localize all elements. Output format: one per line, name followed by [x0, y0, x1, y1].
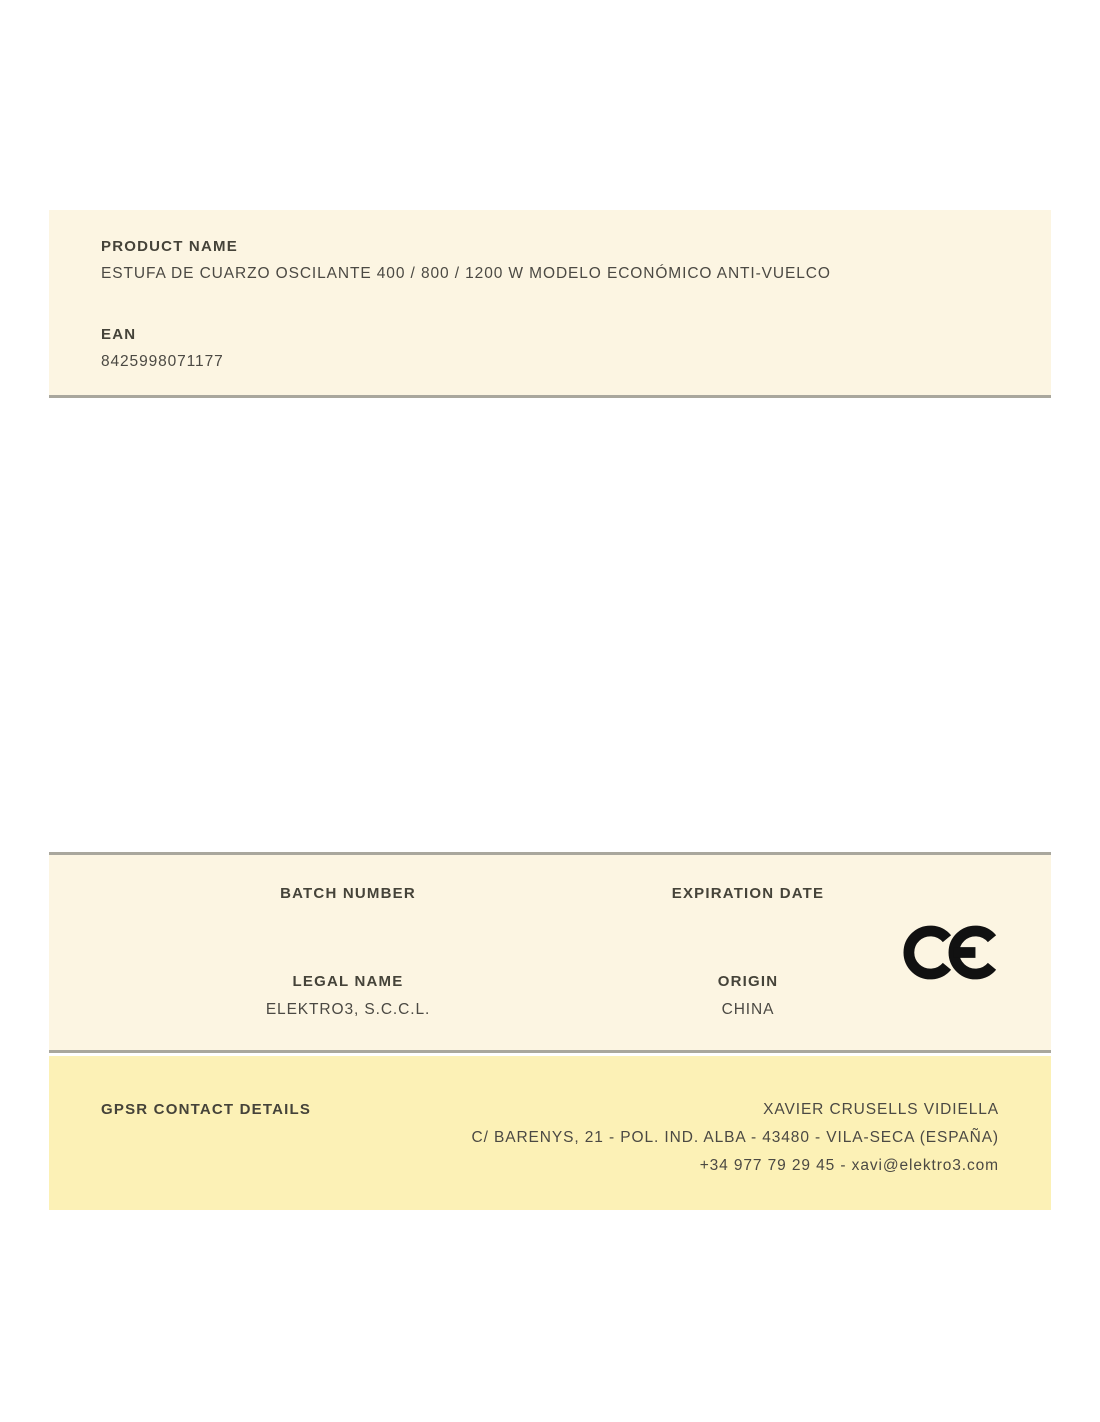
- product-name-label: PRODUCT NAME: [101, 238, 238, 255]
- ean-value: 8425998071177: [101, 353, 224, 370]
- ce-mark-icon: [903, 922, 997, 983]
- expiration-date-label: EXPIRATION DATE: [671, 885, 825, 902]
- ce-mark-container: [901, 855, 999, 1050]
- batch-number-label: BATCH NUMBER: [280, 885, 416, 902]
- legal-name-label: LEGAL NAME: [292, 973, 404, 990]
- batch-legal-column: [101, 855, 595, 1050]
- gpsr-contact-block: [471, 1096, 999, 1180]
- expiration-origin-column: [595, 855, 901, 1050]
- origin-value: CHINA: [721, 1001, 775, 1018]
- gpsr-contact-name: XAVIER CRUSELLS VIDIELLA: [763, 1101, 999, 1118]
- product-name-value: ESTUFA DE CUARZO OSCILANTE 400 / 800 / 1200 W MODELO ECONÓMICO ANTI-VUELCO: [101, 265, 831, 282]
- legal-name-value: ELEKTRO3, S.C.C.L.: [265, 1001, 431, 1018]
- gpsr-contact-address: C/ BARENYS, 21 - POL. IND. ALBA - 43480 - VILA-SECA (ESPAÑA): [471, 1129, 999, 1146]
- gpsr-contact-label: GPSR CONTACT DETAILS: [101, 1101, 312, 1118]
- product-info-section: [49, 210, 1051, 398]
- ean-label: EAN: [101, 326, 137, 343]
- gpsr-contact-section: [49, 1056, 1051, 1210]
- gpsr-contact-phone-email: +34 977 79 29 45 - xavi@elektro3.com: [699, 1157, 999, 1174]
- origin-label: ORIGIN: [717, 973, 779, 990]
- batch-legal-section: [49, 852, 1051, 1053]
